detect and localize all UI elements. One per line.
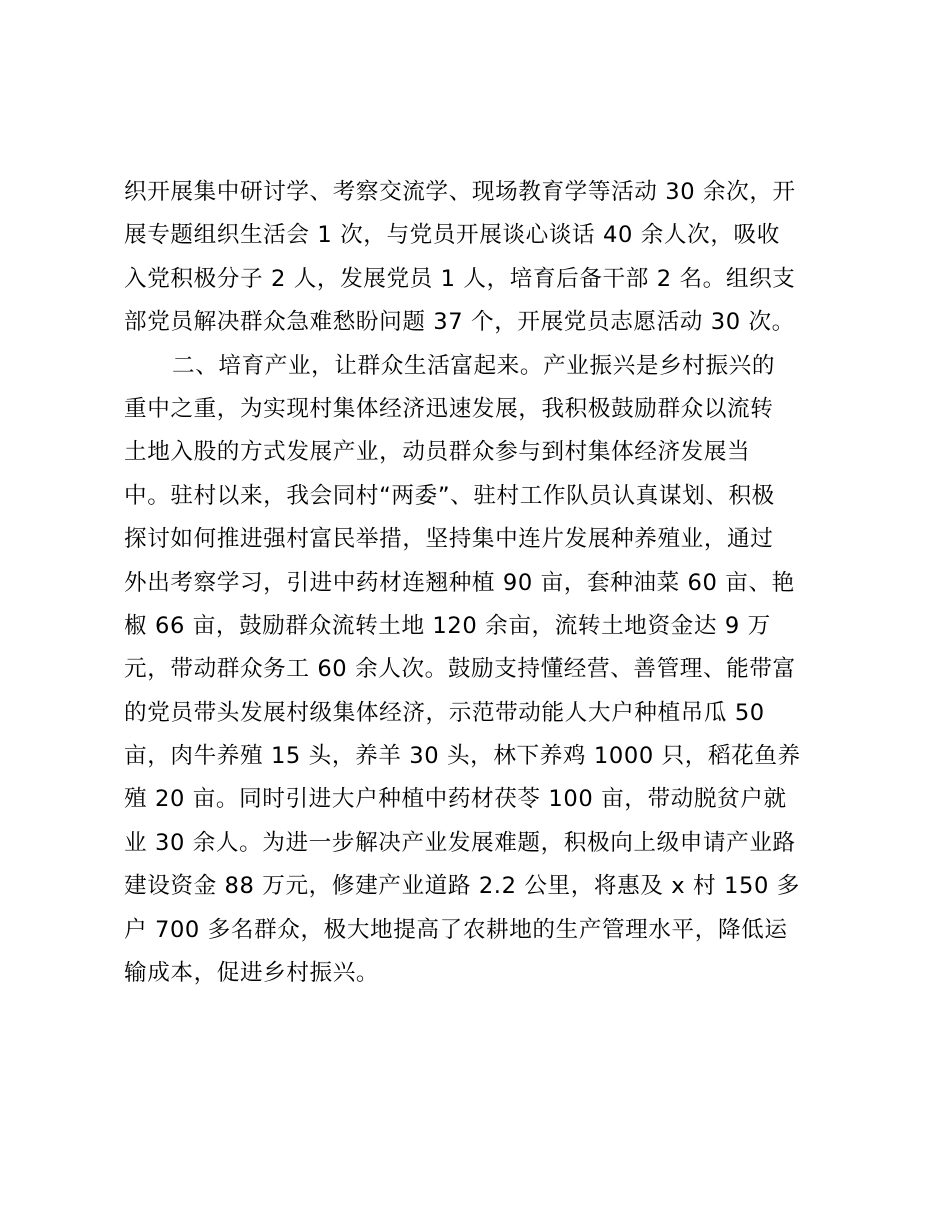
- text-line: 织开展集中研讨学、考察交流学、现场教育学等活动 30 余次，开: [124, 179, 796, 205]
- text-line: 元，带动群众务工 60 余人次。鼓励支持懂经营、善管理、能带富: [124, 656, 796, 683]
- text-line: 殖 20 亩。同时引进大户种植中药材茯苓 100 亩，带动脱贫户就: [124, 786, 787, 813]
- text-line: 输成本，促进乡村振兴。: [124, 960, 380, 987]
- text-line: 亩，肉牛养殖 15 头，养羊 30 头，林下养鸡 1000 只，稻花鱼养: [124, 743, 801, 770]
- section-heading-line: 二、培育产业，让群众生活富起来。产业振兴是乡村振兴的: [172, 352, 776, 379]
- text-line: 入党积极分子 2 人，发展党员 1 人，培育后备干部 2 名。组织支: [124, 265, 796, 292]
- text-line: 探讨如何推进强村富民举措，坚持集中连片发展种养殖业，通过: [124, 526, 774, 553]
- text-line: 建设资金 88 万元，修建产业道路 2.2 公里，将惠及 x 村 150 多: [124, 873, 800, 900]
- text-line: 重中之重，为实现村集体经济迅速发展，我积极鼓励群众以流转: [124, 395, 774, 422]
- text-line: 的党员带头发展村级集体经济，示范带动能人大户种植吊瓜 50: [124, 699, 765, 726]
- text-line: 土地入股的方式发展产业，动员群众参与到村集体经济发展当: [124, 439, 751, 466]
- text-line: 展专题组织生活会 1 次，与党员开展谈心谈话 40 余人次，吸收: [124, 222, 780, 249]
- text-line: 外出考察学习，引进中药材连翘种植 90 亩，套种油菜 60 亩、艳: [124, 569, 795, 596]
- body-text: [124, 171, 844, 995]
- text-line: 部党员解决群众急难愁盼问题 37 个，开展党员志愿活动 30 次。: [124, 309, 795, 336]
- text-line: 中。驻村以来，我会同村“两委”、驻村工作队员认真谋划、积极: [124, 482, 775, 509]
- text-line: 业 30 余人。为进一步解决产业发展难题，积极向上级申请产业路: [124, 829, 796, 856]
- text-line: 椒 66 亩，鼓励群众流转土地 120 余亩，流转土地资金达 9 万: [124, 612, 771, 639]
- text-line: 户 700 多名群众，极大地提高了农耕地的生产管理水平，降低运: [124, 916, 788, 943]
